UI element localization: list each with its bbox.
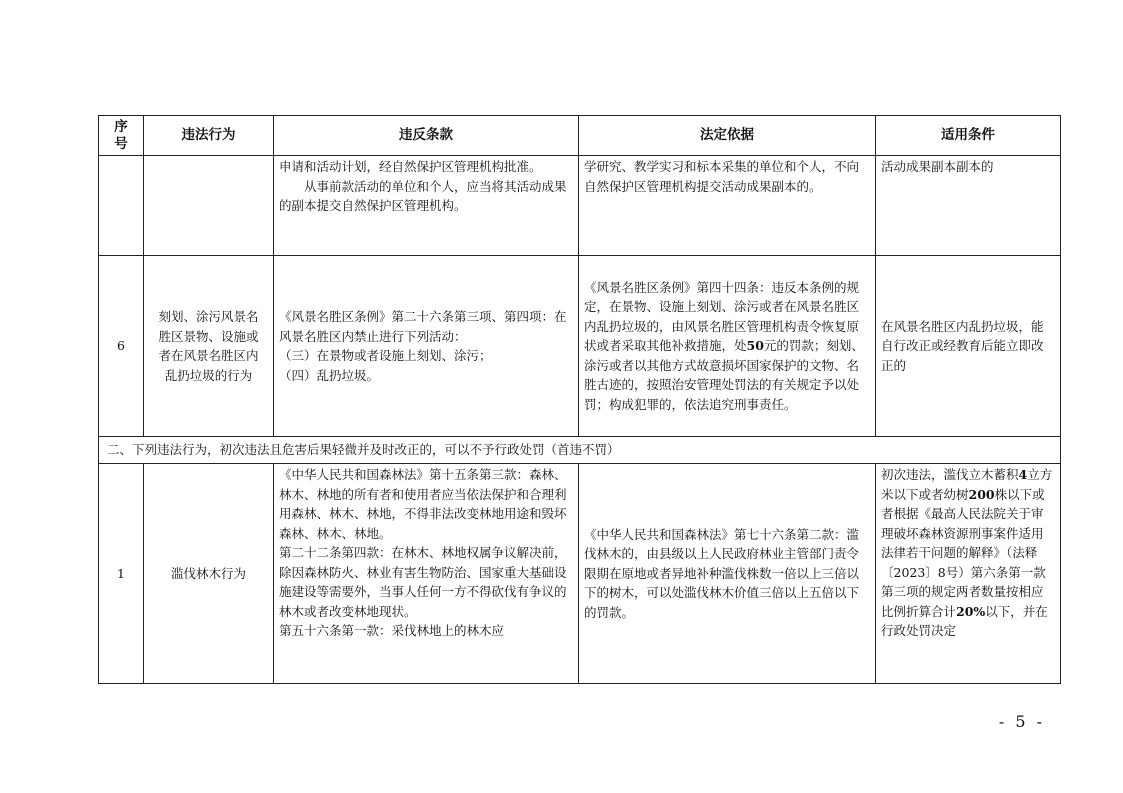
volume-limit: 4 [1018,467,1028,482]
fine-amount: 50 [746,338,764,354]
page-number: - 5 - [998,712,1045,731]
header-basis: 法定依据 [579,116,876,156]
clause-text: （三）在景物或者设施上刻划、涂污； [279,348,492,363]
header-condition: 适用条件 [876,116,1061,156]
clause-text: 从事前款活动的单位和个人，应当将其活动成果的副本提交自然保护区管理机构。 [279,178,567,213]
clause-text: （四）乱扔垃圾。 [279,367,380,383]
cell-no [99,156,144,256]
cell-basis: 《中华人民共和国森林法》第七十六条第二款：滥伐林木的，由县级以上人民政府林业主管部门责令限期在原地或者异地补种滥伐株数一倍以上三倍以下的树木，可以处滥伐林木价值三倍以上五倍以下的罚款。 [579,464,876,684]
cell-clause [274,156,579,256]
table-row-6 [99,256,1061,437]
cell-act [144,156,274,256]
sapling-limit: 200 [968,486,995,502]
clause-text: 《中华人民共和国森林法》第十五条第三款：森林、林木、林地的所有者和使用者应当依法保护和合理利用森林、林木、林地，不得非法改变林地用途和毁坏森林、林木、林地。 [279,467,567,541]
section-header-row [99,437,1061,464]
cell-condition [876,464,1061,684]
cell-clause [274,464,579,684]
cell-act: 滥伐林木行为 [144,464,274,684]
header-clause: 违反条款 [274,116,579,156]
clause-text: 第五十六条第一款：采伐林地上的林木应 [279,623,505,638]
header-no: 序号 [99,116,144,156]
condition-text: 以下，并在行政处罚决定 [881,603,1048,638]
header-act: 违法行为 [144,116,274,156]
header-row [99,116,1061,156]
section-title: 二、下列违法行为，初次违法且危害后果轻微并及时改正的，可以不予行政处罚（首违不罚） [99,437,1061,464]
condition-text: 初次违法，滥伐立木蓄积 [881,467,1019,482]
cell-condition: 在风景名胜区内乱扔垃圾，能自行改正或经教育后能立即改正的 [876,256,1061,437]
table-row-1 [99,464,1061,684]
cell-basis [579,256,876,437]
clause-text: 申请和活动计划，经自然保护区管理机构批准。 [279,159,542,174]
clause-text: 《风景名胜区条例》第二十六条第三项、第四项：在风景名胜区内禁止进行下列活动： [279,309,567,344]
cell-act: 刻划、涂污风景名胜区景物、设施或者在风景名胜区内乱扔垃圾的行为 [144,256,274,437]
cell-no: 6 [99,256,144,437]
penalty-table [98,115,1061,684]
percentage-limit: 20% [956,603,986,619]
cell-basis: 学研究、教学实习和标本采集的单位和个人，不向自然保护区管理机构提交活动成果副本的。 [579,156,876,256]
condition-text: 株以下或者根据《最高人民法院关于审理破坏森林资源刑事案件适用法律若干问题的解释》（法释〔2023〕8号）第六条第一款第三项的规定两者数量按相应比例折算合计 [881,486,1046,619]
clause-text: 第二十二条第四款：在林木、林地权属争议解决前，除因森林防火、林业有害生物防治、国家重大基础设施建设等需要外，当事人任何一方不得砍伐有争议的林木或者改变林地现状。 [279,545,567,619]
cell-no: 1 [99,464,144,684]
basis-text: 元的罚款；刻划、涂污或者以其他方式故意损坏国家保护的文物、名胜古迹的，按照治安管理处罚法的有关规定予以处罚；构成犯罪的，依法追究刑事责任。 [584,338,864,412]
condition-text: 立方米以下或者幼树 [881,467,1053,502]
table-row-continued [99,156,1061,256]
cell-clause [274,256,579,437]
cell-condition: 活动成果副本副本的 [876,156,1061,256]
basis-text: 《风景名胜区条例》第四十四条：违反本条例的规定，在景物、设施上刻划、涂污或者在风景名胜区内乱扔垃圾的，由风景名胜区管理机构责令恢复原状或者采取其他补救措施，处 [584,279,860,354]
